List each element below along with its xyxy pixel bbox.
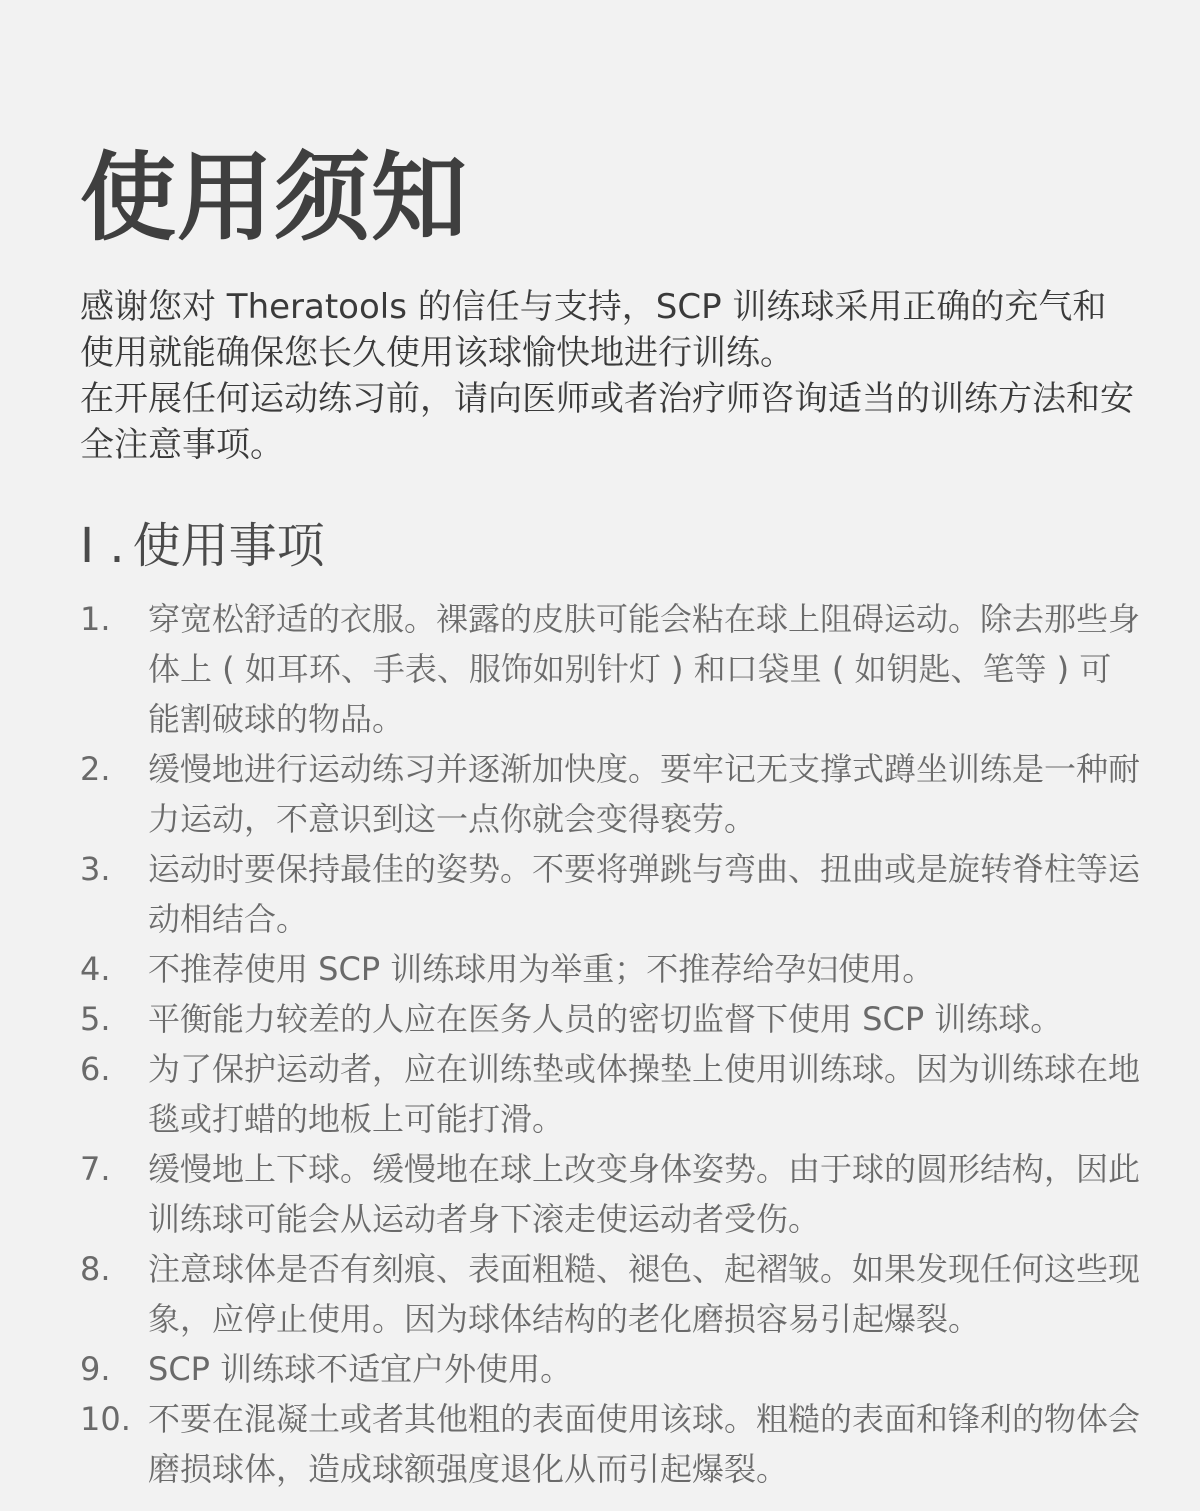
list-item-text: 不要在混凝土或者其他粗的表面使用该球。粗糙的表面和锋利的物体会磨损球体，造成球额强度退化从而引起爆裂。 [148,1400,1141,1488]
list-item [80,744,1140,844]
list-item-number: 2. [80,750,111,788]
list-item-text: 注意球体是否有刻痕、表面粗糙、褪色、起褶皱。如果发现任何这些现象，应停止使用。因为球体结构的老化磨损容易引起爆裂。 [148,1250,1141,1338]
list-item [80,1344,1140,1394]
list-item-text: 缓慢地上下球。缓慢地在球上改变身体姿势。由于球的圆形结构，因此训练球可能会从运动者身下滚走使运动者受伤。 [148,1150,1141,1238]
section-title: 使用事项 [132,518,325,574]
section-heading [80,516,325,576]
list-item-number: 10. [80,1400,131,1438]
list-item-text: 缓慢地进行运动练习并逐渐加快度。要牢记无支撑式蹲坐训练是一种耐力运动，不意识到这一点你就会变得亵劳。 [148,750,1141,838]
list-item-number: 1. [80,600,111,638]
intro-text [80,284,1140,468]
list-item [80,844,1140,944]
list-item [80,594,1140,744]
list-item-number: 3. [80,850,111,888]
list-item-text: 不推荐使用 SCP 训练球用为举重；不推荐给孕妇使用。 [148,950,935,988]
list-item-number: 4. [80,950,111,988]
list-item-text: 平衡能力较差的人应在医务人员的密切监督下使用 SCP 训练球。 [148,1000,1063,1038]
list-item-text: 为了保护运动者，应在训练垫或体操垫上使用训练球。因为训练球在地毯或打蜡的地板上可能打滑。 [148,1050,1141,1138]
list-item-number: 5. [80,1000,111,1038]
list-item-text: 运动时要保持最佳的姿势。不要将弹跳与弯曲、扭曲或是旋转脊柱等运动相结合。 [148,850,1141,938]
list-item-number: 9. [80,1350,111,1388]
list-item-number: 8. [80,1250,111,1288]
list-item-number: 6. [80,1050,111,1088]
section-number: I . [80,518,125,574]
intro-paragraph: 在开展任何运动练习前，请向医师或者治疗师咨询适当的训练方法和安全注意事项。 [80,379,1134,465]
page-title: 使用须知 [80,142,468,254]
list-item [80,1144,1140,1244]
list-item [80,944,1140,994]
list-item [80,994,1140,1044]
list-item [80,1244,1140,1344]
list-item [80,1044,1140,1144]
intro-paragraph: 感谢您对 Theratools 的信任与支持，SCP 训练球采用正确的充气和使用就能确保您长久使用该球愉快地进行训练。 [80,287,1107,373]
list-item-text: 穿宽松舒适的衣服。裸露的皮肤可能会粘在球上阻碍运动。除去那些身体上 ( 如耳环、手表、服饰如别针灯 ) 和口袋里 ( 如钥匙、笔等 ) 可能割破球的物品。 [148,600,1141,738]
usage-list [80,594,1140,1494]
list-item-number: 7. [80,1150,111,1188]
list-item-text: SCP 训练球不适宜户外使用。 [148,1350,573,1388]
list-item [80,1394,1140,1494]
